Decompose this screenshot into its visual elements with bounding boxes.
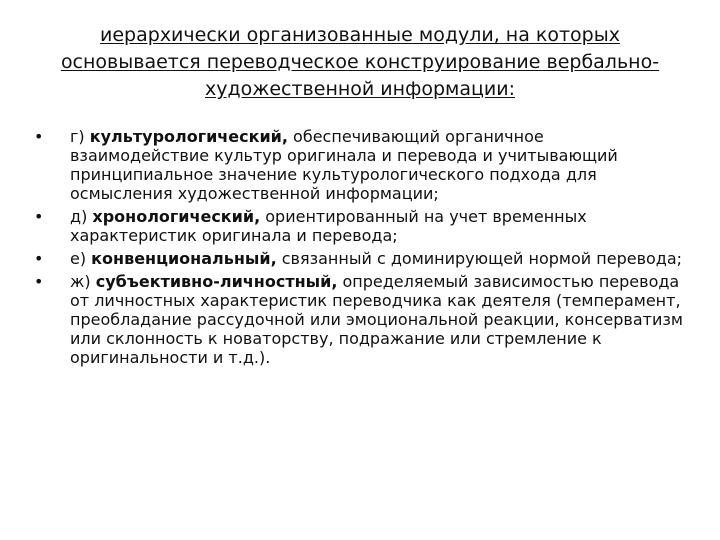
bullet-icon: • — [34, 272, 44, 291]
item-prefix: е) — [70, 249, 92, 268]
bullet-icon: • — [34, 207, 44, 226]
item-text: ориентированный на учет временных характеристик оригинала и перевода; — [70, 207, 587, 245]
item-term: культурологический, — [89, 127, 288, 146]
list-item — [34, 207, 686, 245]
bullet-icon: • — [34, 249, 44, 268]
slide-title — [60, 22, 660, 103]
bullet-list — [34, 127, 686, 371]
item-prefix: ж) — [70, 272, 96, 291]
item-prefix: д) — [70, 207, 93, 226]
title-line-1: иерархически организованные модули, на которых — [100, 24, 620, 46]
item-prefix: г) — [70, 127, 90, 146]
item-text: определяемый зависимостью перевода от личностных характеристик переводчика как деятеля (темперамент, преобладание рассудочной или эмоциональной реакции, консерватизм или склонность к новаторству, подражание или стремление к оригинальности и т.д.). — [70, 272, 683, 367]
bullet-icon: • — [34, 127, 44, 146]
list-item — [34, 249, 686, 268]
item-text: связанный с доминирующей нормой перевода; — [276, 249, 683, 268]
item-term: субъективно-личностный, — [95, 272, 338, 291]
title-line-3: художественной информации: — [204, 78, 516, 100]
item-term: конвенциональный, — [91, 249, 277, 268]
list-item — [34, 272, 686, 367]
item-term: хронологический, — [92, 207, 261, 226]
item-text: обеспечивающий органичное взаимодействие культур оригинала и перевода и учитывающий принципиальное значение культурологического подхода для осмысления художественной информации; — [70, 127, 618, 203]
title-line-2: основывается переводческое конструирование вербально- — [60, 51, 660, 73]
list-item — [34, 127, 686, 203]
